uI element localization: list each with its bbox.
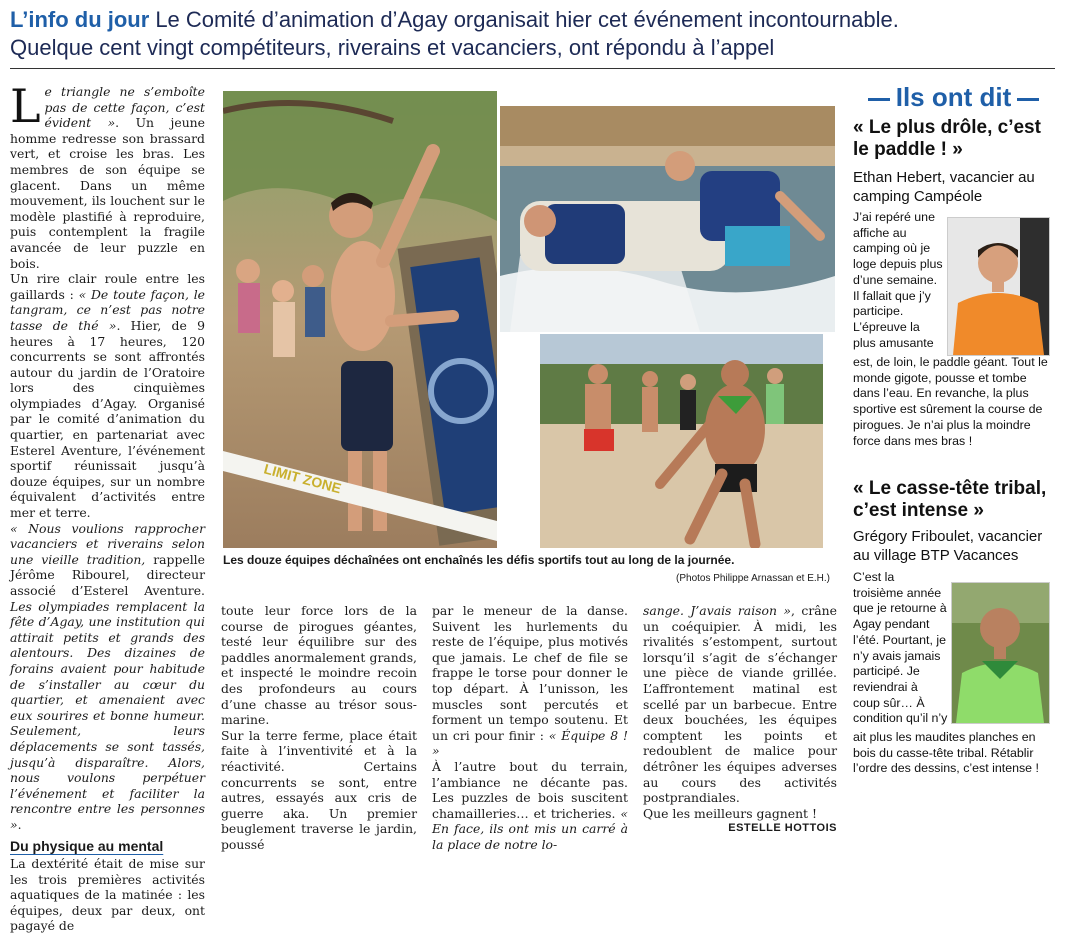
photo-paddle-image — [500, 106, 835, 332]
headline-line-1 — [10, 6, 1060, 34]
col3-text-2: À l’autre bout du terrain, l’ambiance ne décante pas. Les puzzles de bois suscitent chamailleries… et tricheries. — [432, 758, 628, 821]
portrait-gregory — [951, 582, 1050, 724]
quote-2: « Le casse-tête tribal, c’est intense » — [853, 478, 1047, 521]
quote-2-text — [853, 570, 948, 730]
section-kicker: L’info du jour — [10, 7, 150, 32]
paragraph-4: La dextérité était de mise sur les trois premières activités aquatiques de la matinée : les équipes, deux par deux, ont pagayé de — [10, 856, 205, 934]
portrait-gregory-image — [952, 583, 1049, 723]
col3-quote-1: « Équipe 8 ! » — [432, 727, 628, 759]
col2-paragraph-1: toute leur force lors de la course de pirogues géantes, testé leur équilibre sur des paddles anormalement grands, et inspecté le moindre recoin des profondeurs au cours d’une chasse au trésor sous-marine. — [221, 603, 417, 728]
quote-1-text — [853, 210, 943, 355]
drop-cap: L — [10, 79, 41, 133]
sidebar-title-text: Ils ont dit — [895, 82, 1012, 112]
col4-text: , crâne un coéquipier. À midi, les rivalités s’estompent, surtout lorsqu’il s’agit de s’échanger une pièce de viande grillée. L’affrontement matinal est scellé par un barbecue. Entre deux bouchées, les équipes comptent les points et redoublent de malice pour détrôner les équipes adverses au cours des activités postprandiales. — [643, 603, 837, 806]
headline-text-1: Le Comité d’animation d’Agay organisait hier cet événement incontournable. — [155, 7, 899, 32]
article-column-4 — [643, 603, 837, 837]
photo-puzzle-image — [223, 91, 497, 548]
col4-paragraph-2: Que les meilleurs gagnent ! — [643, 805, 817, 821]
p3-quote-b: Les olympiades remplacent la fête d’Agay, une institution qui attirait petits et grands des alentours. Des dizaines de forains avaient pour habitude de s’installer au cœur du quartier, et amenaient avec eux sourires et bonne humeur. Seulement, leurs déplacements se sont tassés, jusqu’à disparaître. Alors, nous voulons perpétuer l’événement et faciliter la rencontre entre les personnes » — [10, 598, 205, 832]
portrait-ethan — [947, 217, 1050, 356]
p2-quote: « De toute façon, le tangram, ce n’est pas notre tasse de thé » — [10, 286, 205, 333]
col3-quote-2: « En face, ils ont mis un carré à la place de notre lo- — [432, 805, 628, 852]
photo-credit: (Photos Philippe Arnassan et E.H.) — [676, 573, 830, 584]
paragraph-3 — [10, 521, 205, 833]
col4-quote: sange. J’avais raison » — [643, 603, 792, 618]
subheading: Du physique au mental — [10, 837, 164, 854]
quote-2-text-continued: ait plus les maudites planches en bois du casse-tête tribal. Rétablir l’ordre des dessins, c’est intense ! — [853, 730, 1039, 776]
photo-war-cry — [540, 334, 823, 548]
photo-caption: Les douze équipes déchaînées ont enchaînés les défis sportifs tout au long de la journée. — [223, 553, 735, 567]
header-rule — [10, 68, 1055, 69]
p2-text-b: . Hier, de 9 heures à 17 heures, 120 concurrents se sont affrontés autour du jardin de l’Oratoire lors des cinquièmes olympiades d’Agay. Organisé par le comité d’animation du quartier, en partenariat avec Esterel Aventure, l’événement sportif réunissait jusqu’à douze équipes, sur un nombre équivalent d’activités entre mer et terre. — [10, 317, 205, 521]
tape-label: LIMIT ZONE — [262, 460, 343, 497]
title-dash-right — [1017, 98, 1039, 101]
p2-text-a: Un rire clair roule entre les gaillards : — [10, 271, 205, 302]
quote-1-body: J’ai repéré une affiche au camping où je loge depuis plus d’une semaine. Il fallait que j’y participe. L’épreuve la plus amusante — [853, 210, 943, 350]
paragraph-2 — [10, 271, 205, 521]
photo-puzzle — [223, 91, 497, 548]
quote-2-body: C’est la troisième année que je retourne à Agay pendant l’été. Pourtant, je n’y avais jamais participé. Je reviendrai à coup sûr… À condition qu’il n’y — [853, 570, 948, 726]
photo-paddle — [500, 106, 835, 332]
title-dash-left — [868, 98, 890, 101]
p1-text: . Un jeune homme redresse son brassard vert, et croise les bras. Les membres de son équipe se glacent. Dans un même mouvement, ils louchent sur le modèle plastifié à reproduire, puis contemplent la fragile avancée de leur puzzle en bois. — [10, 115, 205, 271]
article-header — [10, 6, 1060, 62]
paragraph-1 — [10, 79, 205, 271]
quote-2-author: Grégory Friboulet, vacancier au village BTP Vacances — [853, 528, 1043, 564]
col3-paragraph-2 — [432, 759, 628, 853]
headline-line-2: Quelque cent vingt compétiteurs, riverains et vacanciers, ont répondu à l’appel — [10, 35, 775, 60]
p1-quote: e triangle ne s’emboîte pas de cette façon, c’est évident » — [44, 84, 205, 131]
article-column-2 — [221, 603, 417, 853]
article-column-1 — [10, 79, 205, 934]
quote-1: « Le plus drôle, c’est le paddle ! » — [853, 117, 1041, 160]
col2-paragraph-2: Sur la terre ferme, place était faite à l’inventivité et à la réactivité. Certains concurrents se sont, entre autres, essayés aux cris de guerre aka. Un premier beuglement traverse le jardin, poussé — [221, 727, 417, 852]
p3-text: rappelle Jérôme Ribourel, directeur associé d’Esterel Aventure. — [10, 551, 205, 598]
photo-war-cry-image — [540, 334, 823, 548]
quote-1-author: Ethan Hebert, vacancier au camping Campéole — [853, 169, 1035, 205]
col4-paragraph-1 — [643, 603, 837, 806]
article-column-3 — [432, 603, 628, 853]
p3-quote-a: « Nous voulions rapprocher vacanciers et riverains selon une vieille tradition, — [10, 520, 205, 567]
p3-end: . — [17, 816, 22, 832]
quote-1-text-continued: est, de loin, le paddle géant. Tout le monde gigote, pousse et tombe dans l’eau. En revanche, la plus sportive est sûrement la course de pirogues. Je n’ai plus la moindre force dans mes bras ! — [853, 355, 1048, 448]
sidebar-title — [851, 82, 1056, 113]
col3-paragraph-1 — [432, 603, 628, 759]
col3-text-1: par le meneur de la danse. Suivent les hurlements du reste de l’équipe, plus motivés que jamais. Le chef de file se frappe le torse pour donner le top départ. À l’unisson, les muscles sont percutés et forment un tempo soutenu. Et un cri pour finir : — [432, 603, 628, 743]
author-byline: ESTELLE HOTTOIS — [728, 822, 837, 835]
portrait-ethan-image — [948, 218, 1049, 355]
